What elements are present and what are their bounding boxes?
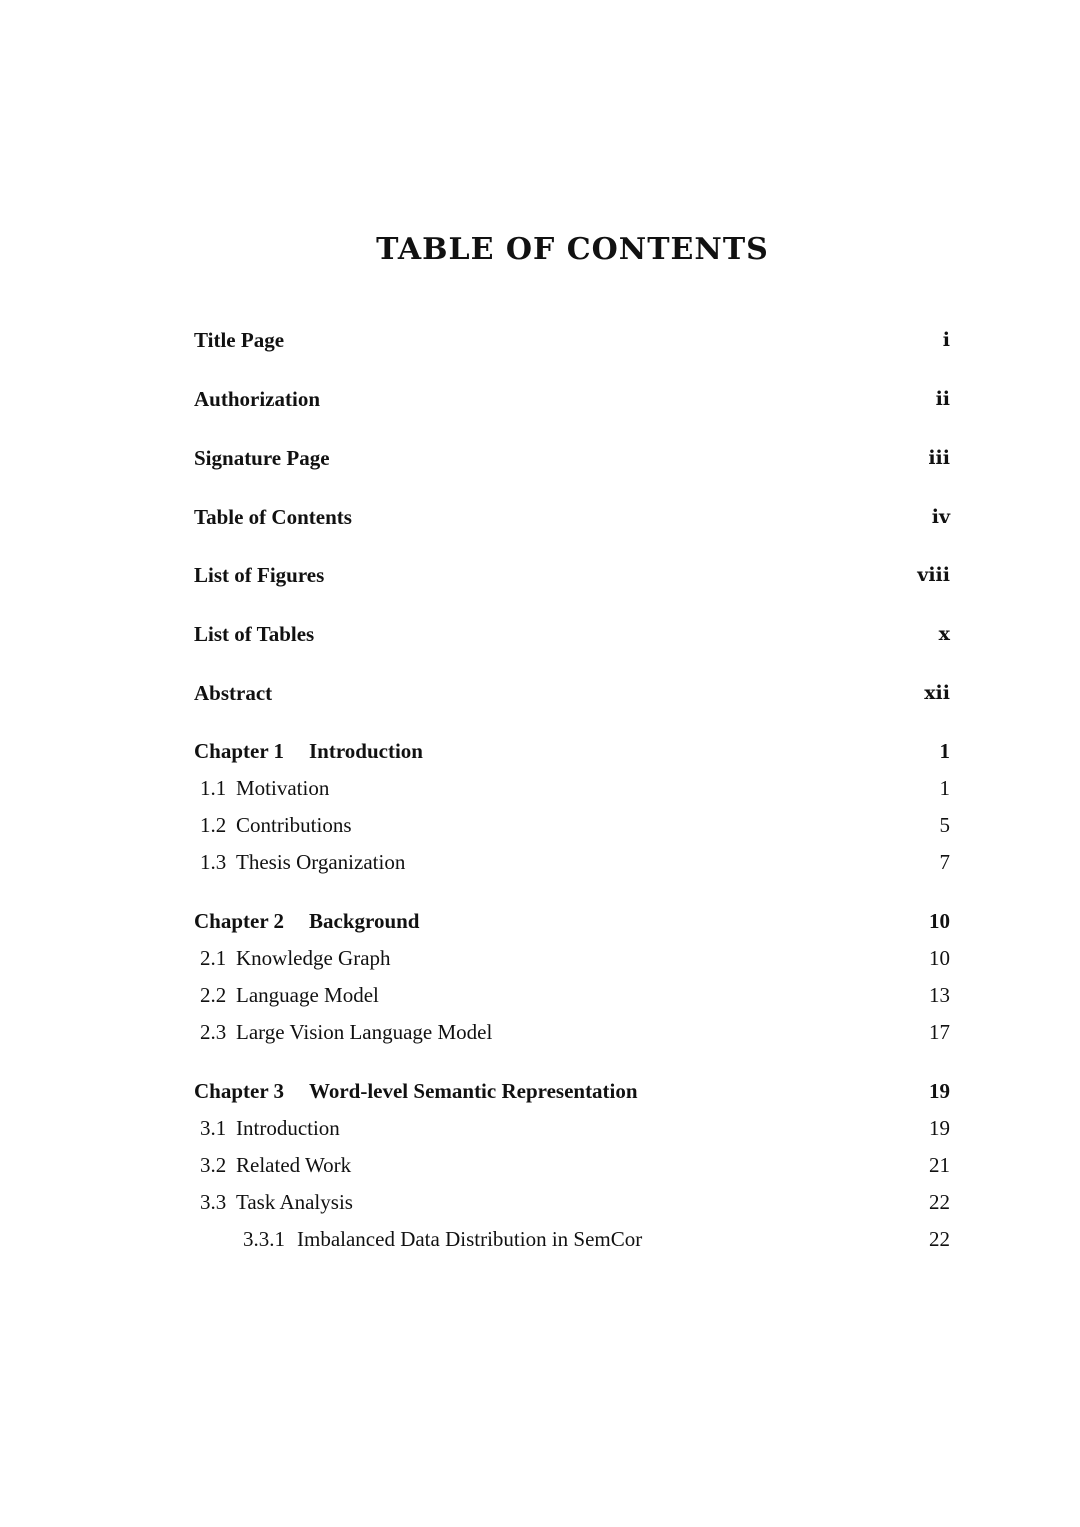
subsection-number: 3.3.1 (243, 1227, 285, 1251)
toc-entry-list-of-tables[interactable] (194, 619, 950, 649)
toc-entry-page-number: 1 (939, 739, 950, 763)
toc-entry-page-number: iii (928, 447, 950, 469)
toc-entry-page-number: 17 (929, 1020, 950, 1044)
section-number: 1.1 (200, 776, 227, 800)
section-number: 3.2 (200, 1153, 227, 1177)
toc-entry-page-number: 10 (929, 909, 950, 933)
toc-section-2-1[interactable] (200, 943, 950, 973)
section-title: Task Analysis (236, 1190, 353, 1214)
toc-chapter-3[interactable] (194, 1076, 950, 1106)
toc-chapter-1[interactable] (194, 736, 950, 766)
toc-entry-page-number: x (938, 623, 950, 645)
section-title: Motivation (236, 776, 330, 800)
toc-entry-page-number: 5 (939, 813, 950, 837)
toc-entry-label: Authorization (194, 387, 320, 411)
toc-entry-list-of-figures[interactable] (194, 560, 950, 590)
toc-section-2-2[interactable] (200, 980, 950, 1010)
section-title: Large Vision Language Model (236, 1020, 493, 1044)
section-number: 2.1 (200, 946, 227, 970)
toc-entry-page-number: 10 (929, 946, 950, 970)
toc-entry-signature-page[interactable] (194, 443, 950, 473)
toc-entry-page-number: xii (924, 682, 950, 704)
toc-section-1-2[interactable] (200, 810, 950, 840)
toc-entry-table-of-contents[interactable] (194, 502, 950, 532)
subsection-title: Imbalanced Data Distribution in SemCor (297, 1227, 643, 1251)
chapter-title: Word-level Semantic Representation (309, 1079, 638, 1103)
section-number: 2.2 (200, 983, 227, 1007)
toc-entry-page-number: i (942, 329, 950, 351)
toc-entry-page-number: viii (917, 564, 950, 586)
section-number: 3.3 (200, 1190, 227, 1214)
toc-entry-label: Table of Contents (194, 505, 352, 529)
toc-entry-page-number: 19 (929, 1116, 950, 1140)
section-number: 3.1 (200, 1116, 227, 1140)
toc-entry-label: List of Figures (194, 563, 325, 587)
toc-entry-page-number: 22 (929, 1227, 950, 1251)
toc-entry-page-number: 7 (939, 850, 950, 874)
chapter-number: Chapter 1 (194, 739, 285, 763)
section-title: Related Work (236, 1153, 352, 1177)
toc-entry-label: Signature Page (194, 446, 330, 470)
toc-section-1-1[interactable] (200, 773, 950, 803)
toc-section-3-3[interactable] (200, 1187, 950, 1217)
toc-entry-label: Title Page (194, 328, 285, 352)
toc-entry-page-number: 19 (929, 1079, 950, 1103)
toc-section-1-3[interactable] (200, 847, 950, 877)
toc-entry-label: List of Tables (194, 622, 315, 646)
toc-entry-page-number: 13 (929, 983, 950, 1007)
section-title: Introduction (236, 1116, 340, 1140)
toc-entry-title-page[interactable] (194, 325, 950, 355)
section-title: Thesis Organization (236, 850, 406, 874)
section-title: Language Model (236, 983, 379, 1007)
toc-subsection-3-3-1[interactable] (243, 1224, 950, 1254)
toc-entry-page-number: 22 (929, 1190, 950, 1214)
chapter-title: Introduction (309, 739, 423, 763)
toc-entry-page-number: 21 (929, 1153, 950, 1177)
toc-section-2-3[interactable] (200, 1017, 950, 1047)
toc-entry-label: Abstract (194, 681, 273, 705)
chapter-number: Chapter 3 (194, 1079, 285, 1103)
toc-entry-page-number: iv (931, 506, 950, 528)
page-title: TABLE OF CONTENTS (376, 232, 769, 267)
chapter-title: Background (309, 909, 420, 933)
section-title: Knowledge Graph (236, 946, 391, 970)
section-number: 1.3 (200, 850, 227, 874)
toc-section-3-1[interactable] (200, 1113, 950, 1143)
section-number: 1.2 (200, 813, 227, 837)
section-number: 2.3 (200, 1020, 227, 1044)
toc-entry-page-number: 1 (939, 776, 950, 800)
toc-entry-page-number: ii (935, 388, 950, 410)
toc-entry-abstract[interactable] (194, 678, 950, 708)
chapter-number: Chapter 2 (194, 909, 285, 933)
toc-chapter-2[interactable] (194, 906, 950, 936)
toc-section-3-2[interactable] (200, 1150, 950, 1180)
section-title: Contributions (236, 813, 352, 837)
toc-entry-authorization[interactable] (194, 384, 950, 414)
